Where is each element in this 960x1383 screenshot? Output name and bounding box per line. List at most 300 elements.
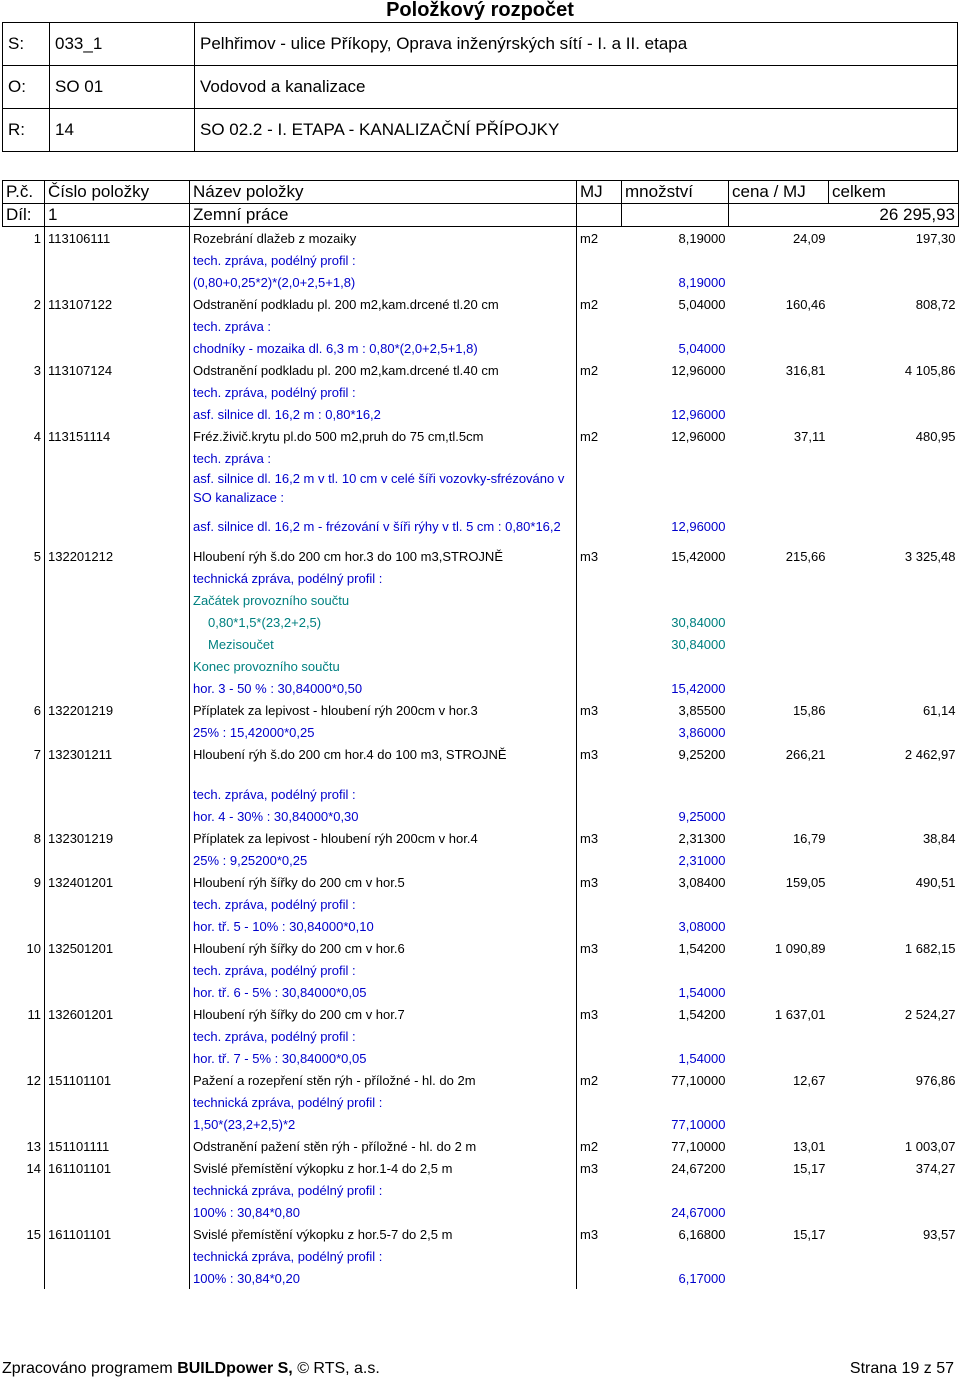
item-name: Odstranění pažení stěn rýh - příložné - hl. do 2 m [190,1135,577,1157]
item-row [3,293,959,315]
col-qty: množství [622,181,729,204]
item-quantity: 1,54000 [678,984,726,1000]
item-quantity: 9,25200 [678,746,726,762]
item-number [3,893,45,915]
item-total [829,611,959,633]
col-total: celkem [829,181,959,204]
item-code [45,611,190,633]
detail-row [3,893,959,915]
item-unit-price [729,633,829,655]
item-total: 808,72 [915,296,956,312]
item-unit-price: 15,17 [792,1160,826,1176]
item-row [3,1157,959,1179]
col-code: Číslo položky [45,181,190,204]
item-code: 132601201 [45,1003,190,1025]
item-unit-price [729,1113,829,1135]
item-quantity [622,589,729,611]
item-unit [577,981,622,1003]
item-quantity [622,1245,729,1267]
o-label: O: [3,66,50,109]
item-unit-price [729,447,829,469]
item-unit-price: 160,46 [785,296,826,312]
item-quantity: 77,10000 [671,1116,726,1132]
detail-row [3,1267,959,1289]
item-total [829,403,959,425]
item-row [3,1069,959,1091]
item-quantity: 77,10000 [671,1072,726,1088]
item-name: tech. zpráva, podélný profil : [190,959,577,981]
col-price: cena / MJ [729,181,829,204]
item-total [829,249,959,271]
item-number [3,849,45,871]
item-quantity: 3,08400 [678,874,726,890]
item-number [3,915,45,937]
item-unit [577,567,622,589]
item-total: 93,57 [922,1226,956,1242]
item-unit [577,959,622,981]
item-code [45,469,190,507]
item-unit [577,1091,622,1113]
item-quantity [622,655,729,677]
item-number: 6 [33,702,41,718]
detail-row [3,507,959,545]
detail-row [3,567,959,589]
footer-page: Strana 19 z 57 [849,1360,954,1377]
item-number: 11 [27,1006,41,1022]
item-code [45,981,190,1003]
item-name: tech. zpráva, podélný profil : [190,783,577,805]
col-pc: P.č. [3,181,45,204]
item-unit-price [729,765,829,783]
item-unit-price [729,315,829,337]
item-row [3,871,959,893]
item-code [45,959,190,981]
item-code [45,1113,190,1135]
item-quantity: 24,67000 [671,1204,726,1220]
item-unit: m3 [577,871,622,893]
item-row [3,699,959,721]
item-number [3,959,45,981]
item-quantity: 2,31300 [678,830,726,846]
item-code [45,1091,190,1113]
item-total: 490,51 [915,874,956,890]
item-code [45,1025,190,1047]
item-code: 132401201 [45,871,190,893]
item-unit [577,721,622,743]
item-name: asf. silnice dl. 16,2 m - frézování v šíři rýhy v tl. 5 cm : 0,80*16,2 [190,507,577,545]
item-quantity [622,1179,729,1201]
detail-row [3,981,959,1003]
item-name: Rozebrání dlažeb z mozaiky [190,227,577,250]
footer-program: Zpracováno programem BUILDpower S, © RTS, a.s. [2,1360,380,1377]
detail-row [3,849,959,871]
item-unit-price: 159,05 [785,874,826,890]
dil-label: Díl: [3,204,45,227]
item-quantity: 2,31000 [678,852,726,868]
detail-row [3,589,959,611]
item-row [3,1223,959,1245]
item-quantity: 8,19000 [678,274,726,290]
item-unit-price [729,721,829,743]
item-unit [577,315,622,337]
item-code: 113106111 [45,227,190,250]
item-quantity [622,893,729,915]
item-number [3,1047,45,1069]
item-quantity: 8,19000 [678,230,726,246]
item-code [45,655,190,677]
item-unit-price: 266,21 [785,746,826,762]
item-name: tech. zpráva, podélný profil : [190,249,577,271]
item-unit [577,1113,622,1135]
item-unit [577,1025,622,1047]
item-unit-price: 16,79 [792,830,826,846]
item-quantity [622,959,729,981]
item-code: 132301219 [45,827,190,849]
item-total: 2 462,97 [904,746,956,762]
item-unit: m3 [577,699,622,721]
item-code [45,447,190,469]
item-number [3,249,45,271]
item-name: technická zpráva, podélný profil : [190,1091,577,1113]
r-name: SO 02.2 - I. ETAPA - KANALIZAČNÍ PŘÍPOJKY [195,109,958,152]
item-code: 113151114 [45,425,190,447]
item-quantity [622,783,729,805]
item-name: Fréz.živič.krytu pl.do 500 m2,pruh do 75 cm,tl.5cm [190,425,577,447]
item-quantity [622,1091,729,1113]
item-code: 151101101 [45,1069,190,1091]
item-number [3,1025,45,1047]
item-unit-price [729,1025,829,1047]
item-quantity: 30,84000 [671,636,726,652]
item-total [829,1267,959,1289]
item-unit-price: 24,09 [792,230,826,246]
item-unit [577,633,622,655]
item-total [829,337,959,359]
item-unit [577,337,622,359]
detail-row [3,655,959,677]
detail-row [3,271,959,293]
item-row [3,1003,959,1025]
item-code [45,507,190,545]
item-unit [577,893,622,915]
dil-row [3,204,959,227]
item-name: technická zpráva, podélný profil : [190,1179,577,1201]
item-unit-price [729,1267,829,1289]
item-name: Hloubení rýh šířky do 200 cm v hor.5 [190,871,577,893]
detail-row [3,1113,959,1135]
item-unit-price [729,1201,829,1223]
item-total [829,677,959,699]
item-code: 161101101 [45,1223,190,1245]
item-unit-price [729,655,829,677]
item-unit-price [729,893,829,915]
detail-row [3,1091,959,1113]
item-code [45,567,190,589]
item-total: 197,30 [915,230,956,246]
item-unit [577,677,622,699]
item-quantity: 15,42000 [671,548,726,564]
item-total [829,381,959,403]
item-unit [577,1047,622,1069]
item-unit: m3 [577,937,622,959]
item-code [45,677,190,699]
item-number [3,783,45,805]
item-name: Svislé přemístění výkopku z hor.5-7 do 2,5 m [190,1223,577,1245]
item-total: 976,86 [915,1072,956,1088]
detail-row [3,1047,959,1069]
item-unit-price: 15,17 [792,1226,826,1242]
item-name: hor. 3 - 50 % : 30,84000*0,50 [190,677,577,699]
item-unit [577,381,622,403]
item-unit [577,1201,622,1223]
item-number: 8 [33,830,41,846]
item-unit [577,507,622,545]
item-quantity [622,469,729,507]
item-quantity: 5,04000 [678,340,726,356]
item-total [829,589,959,611]
item-total [829,805,959,827]
item-name: Hloubení rýh šířky do 200 cm v hor.7 [190,1003,577,1025]
item-total [829,447,959,469]
item-unit: m3 [577,1003,622,1025]
item-unit [577,915,622,937]
item-code: 132201219 [45,699,190,721]
item-number [3,381,45,403]
detail-row [3,721,959,743]
item-quantity: 3,86000 [678,724,726,740]
item-number [3,765,45,783]
item-unit-price [729,271,829,293]
item-code: 161101101 [45,1157,190,1179]
item-name: chodníky - mozaika dl. 6,3 m : 0,80*(2,0+2,5+1,8) [190,337,577,359]
item-unit [577,1267,622,1289]
item-unit [577,1245,622,1267]
item-quantity: 3,85500 [678,702,726,718]
item-number [3,721,45,743]
item-quantity [622,447,729,469]
item-name: Příplatek za lepivost - hloubení rýh 200cm v hor.4 [190,827,577,849]
item-total [829,469,959,507]
item-name: hor. tř. 7 - 5% : 30,84000*0,05 [190,1047,577,1069]
item-name: Hloubení rýh š.do 200 cm hor.4 do 100 m3, STROJNĚ [190,743,577,765]
item-unit-price: 15,86 [792,702,826,718]
col-name: Název položky [190,181,577,204]
item-unit-price [729,589,829,611]
item-total [829,1047,959,1069]
item-quantity: 6,16800 [678,1226,726,1242]
item-unit [577,403,622,425]
item-number [3,1245,45,1267]
item-quantity [622,381,729,403]
item-total [829,315,959,337]
column-header-row [3,181,959,204]
item-quantity [622,765,729,783]
item-code [45,915,190,937]
item-unit-price: 37,11 [793,428,826,444]
item-number: 4 [33,428,41,444]
item-unit-price [729,403,829,425]
item-unit-price [729,611,829,633]
item-number [3,403,45,425]
item-unit-price [729,337,829,359]
item-quantity: 5,04000 [678,296,726,312]
item-name [190,765,577,783]
item-number: 7 [33,746,41,762]
detail-row [3,1025,959,1047]
item-total [829,1179,959,1201]
item-code [45,381,190,403]
item-quantity: 9,25000 [678,808,726,824]
item-number: 10 [26,940,41,956]
item-number: 13 [26,1138,41,1154]
item-row [3,227,959,250]
item-total [829,915,959,937]
item-quantity: 3,08000 [678,918,726,934]
item-number [3,633,45,655]
item-total [829,959,959,981]
item-code [45,893,190,915]
item-name: tech. zpráva, podélný profil : [190,381,577,403]
dil-total: 26 295,93 [829,204,959,227]
item-unit-price: 12,67 [792,1072,826,1088]
item-total [829,1091,959,1113]
item-number [3,469,45,507]
item-unit [577,589,622,611]
item-code [45,337,190,359]
item-unit-price: 316,81 [785,362,826,378]
item-unit-price [729,783,829,805]
detail-row [3,315,959,337]
item-code [45,589,190,611]
item-unit-price: 215,66 [785,548,826,564]
item-total [829,721,959,743]
item-quantity: 24,67200 [671,1160,726,1176]
item-unit: m2 [577,227,622,250]
item-code [45,1179,190,1201]
item-name: asf. silnice dl. 16,2 m v tl. 10 cm v celé šíři vozovky-sfrézováno v SO kanalizace : [190,469,577,507]
item-name: Příplatek za lepivost - hloubení rýh 200cm v hor.3 [190,699,577,721]
footer-program-name: BUILDpower S, [177,1360,293,1377]
item-unit [577,765,622,783]
item-name: 100% : 30,84*0,20 [190,1267,577,1289]
item-code [45,765,190,783]
item-unit-price [729,1179,829,1201]
item-code: 132201212 [45,545,190,567]
item-number [3,271,45,293]
item-name: Odstranění podkladu pl. 200 m2,kam.drcené tl.40 cm [190,359,577,381]
item-total [829,633,959,655]
item-number [3,1113,45,1135]
detail-row [3,447,959,469]
item-unit-price [729,959,829,981]
item-quantity: 6,17000 [678,1270,726,1286]
item-name: hor. tř. 5 - 10% : 30,84000*0,10 [190,915,577,937]
detail-row [3,403,959,425]
item-code: 113107124 [45,359,190,381]
item-name: tech. zpráva : [190,315,577,337]
dil-name: Zemní práce [190,204,577,227]
item-unit-price [729,805,829,827]
item-number: 14 [26,1160,41,1176]
item-number [3,507,45,545]
item-name: Pažení a rozepření stěn rýh - příložné - hl. do 2m [190,1069,577,1091]
item-code [45,783,190,805]
item-unit-price [729,981,829,1003]
item-number [3,981,45,1003]
item-total: 4 105,86 [904,362,956,378]
detail-row [3,381,959,403]
detail-row [3,1201,959,1223]
detail-row [3,959,959,981]
item-total: 1 682,15 [904,940,956,956]
detail-row [3,677,959,699]
item-unit: m2 [577,1135,622,1157]
item-quantity [622,567,729,589]
item-unit-price [729,1047,829,1069]
item-row [3,359,959,381]
item-row [3,743,959,765]
item-number [3,447,45,469]
item-unit [577,849,622,871]
item-unit: m3 [577,545,622,567]
item-number: 9 [33,874,41,890]
item-number [3,805,45,827]
item-name: Hloubení rýh š.do 200 cm hor.3 do 100 m3,STROJNĚ [190,545,577,567]
item-number: 15 [26,1226,41,1242]
item-unit: m2 [577,293,622,315]
item-name: Svislé přemístění výkopku z hor.1-4 do 2,5 m [190,1157,577,1179]
item-total: 1 003,07 [904,1138,956,1154]
item-quantity: 12,96000 [671,518,726,534]
detail-row [3,469,959,507]
detail-row [3,1179,959,1201]
item-number: 3 [33,362,41,378]
item-total [829,1025,959,1047]
item-name: Hloubení rýh šířky do 200 cm v hor.6 [190,937,577,959]
item-number [3,1091,45,1113]
item-total [829,507,959,545]
item-name: tech. zpráva, podélný profil : [190,893,577,915]
item-code: 132301211 [45,743,190,765]
s-code: 033_1 [50,23,195,66]
item-number [3,1201,45,1223]
budget-table [2,180,959,1289]
item-name: Odstranění podkladu pl. 200 m2,kam.drcené tl.20 cm [190,293,577,315]
item-total [829,271,959,293]
item-number: 5 [33,548,41,564]
item-name: 0,80*1,5*(23,2+2,5) [190,611,577,633]
item-quantity [622,315,729,337]
item-code [45,849,190,871]
item-code [45,315,190,337]
item-row [3,545,959,567]
detail-row [3,1245,959,1267]
detail-row [3,633,959,655]
item-total [829,893,959,915]
item-code: 113107122 [45,293,190,315]
page-title: Položkový rozpočet [386,0,574,21]
item-total [829,1201,959,1223]
item-unit [577,611,622,633]
dil-code: 1 [45,204,190,227]
item-total: 374,27 [915,1160,956,1176]
item-unit-price [729,567,829,589]
item-name: 25% : 9,25200*0,25 [190,849,577,871]
item-unit: m3 [577,827,622,849]
item-name: 25% : 15,42000*0,25 [190,721,577,743]
item-number [3,1179,45,1201]
item-code [45,1267,190,1289]
